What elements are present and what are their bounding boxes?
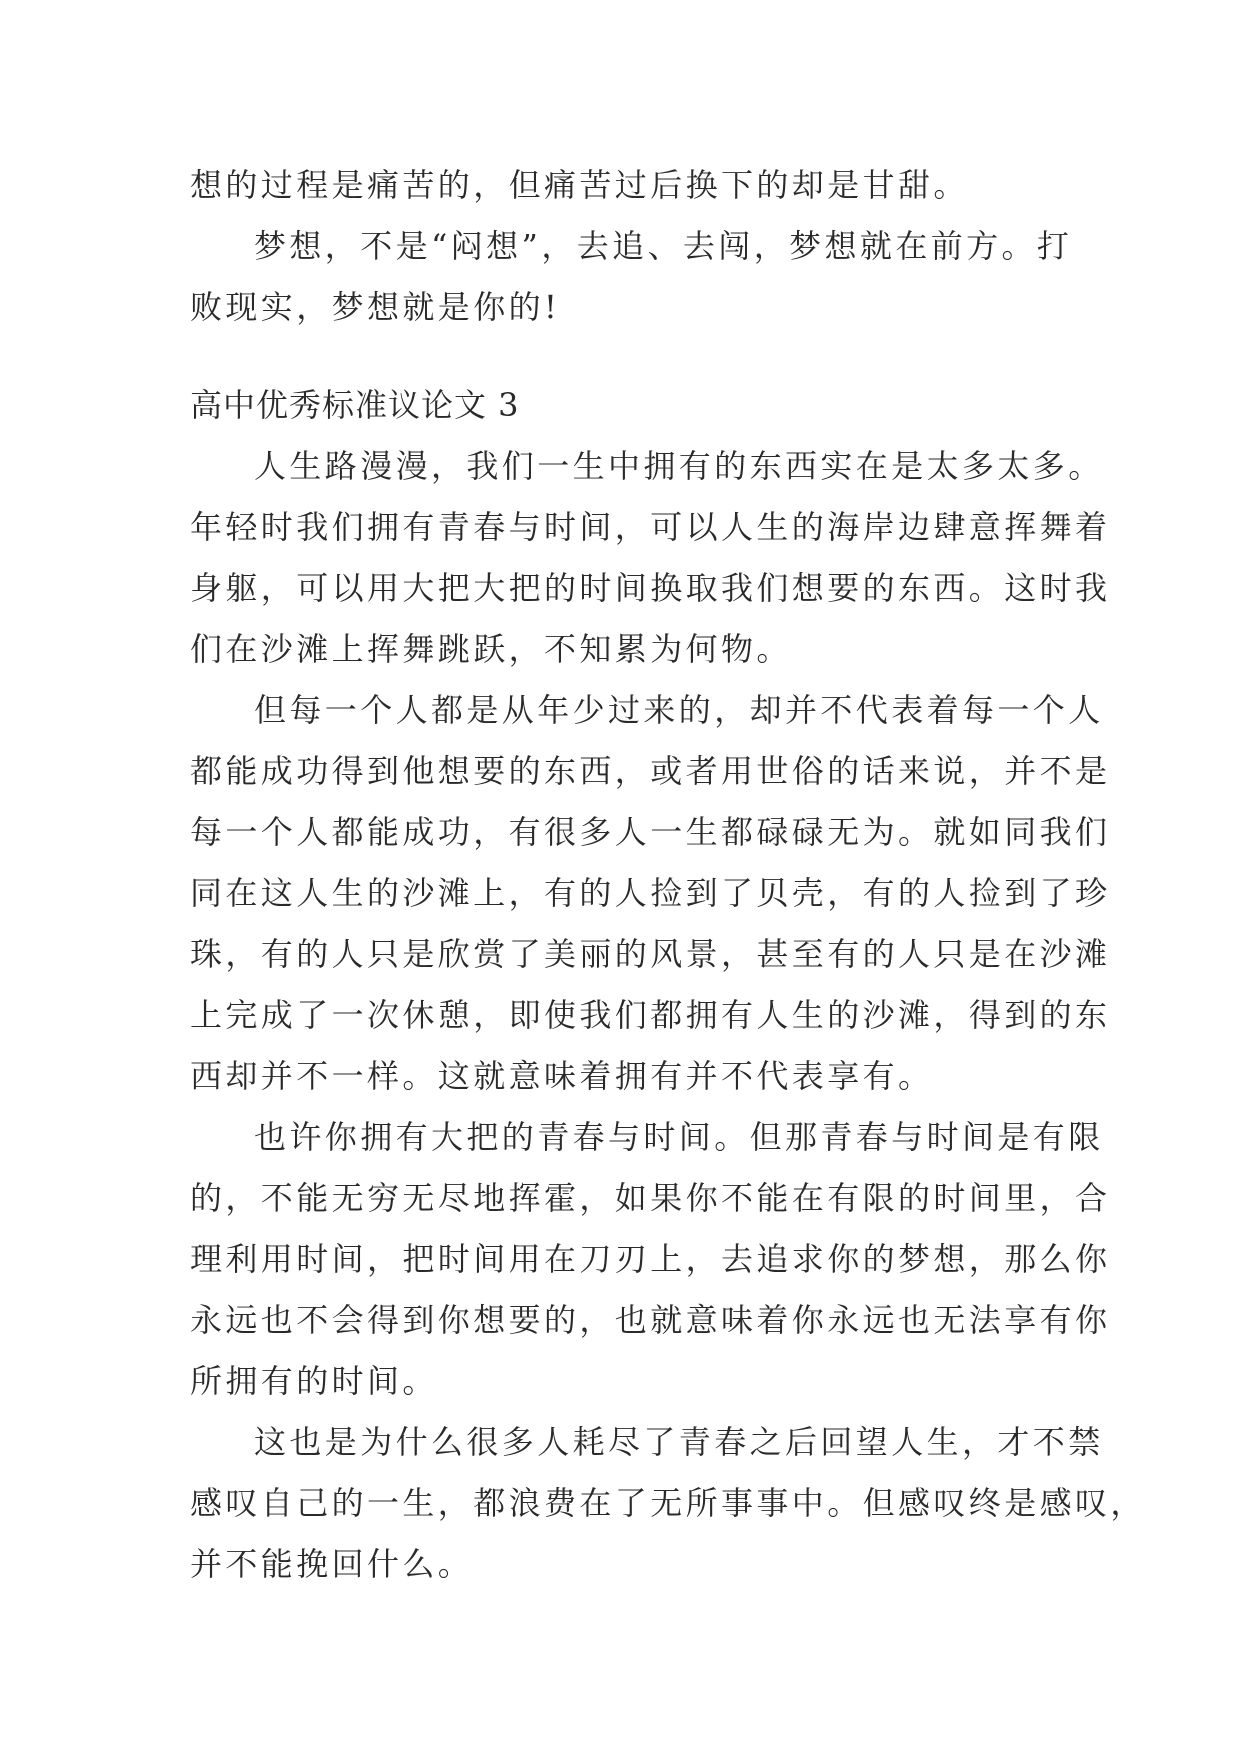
paragraph-line: 珠，有的人只是欣赏了美丽的风景，甚至有的人只是在沙滩 xyxy=(190,935,1111,973)
paragraph-line: 上完成了一次休憩，即使我们都拥有人生的沙滩，得到的东 xyxy=(190,996,1111,1034)
paragraph-line: 梦想，不是“闷想”，去追、去闯，梦想就在前方。打 xyxy=(254,227,1073,265)
paragraph-line: 同在这人生的沙滩上，有的人捡到了贝壳，有的人捡到了珍 xyxy=(190,874,1111,912)
section-title: 高中优秀标准议论文 3 xyxy=(190,386,520,424)
section-spacer xyxy=(190,338,1060,375)
paragraph-line: 也许你拥有大把的青春与时间。但那青春与时间是有限 xyxy=(254,1118,1104,1156)
document-body xyxy=(190,155,1146,1595)
paragraph-line: 这也是为什么很多人耗尽了青春之后回望人生，才不禁 xyxy=(254,1423,1104,1461)
paragraph-line: 西却并不一样。这就意味着拥有并不代表享有。 xyxy=(190,1057,934,1095)
paragraph-line: 人生路漫漫，我们一生中拥有的东西实在是太多太多。 xyxy=(254,447,1104,485)
paragraph-line: 败现实，梦想就是你的! xyxy=(190,288,561,326)
paragraph-line: 并不能挽回什么。 xyxy=(190,1545,474,1583)
paragraph-line: 年轻时我们拥有青春与时间，可以人生的海岸边肆意挥舞着 xyxy=(190,508,1111,546)
paragraph-line: 所拥有的时间。 xyxy=(190,1362,438,1400)
paragraph-line: 都能成功得到他想要的东西，或者用世俗的话来说，并不是 xyxy=(190,752,1111,790)
paragraph-line: 想的过程是痛苦的，但痛苦过后换下的却是甘甜。 xyxy=(190,166,969,204)
paragraph-line: 感叹自己的一生，都浪费在了无所事事中。但感叹终是感叹， xyxy=(190,1484,1146,1522)
paragraph-line: 身躯，可以用大把大把的时间换取我们想要的东西。这时我 xyxy=(190,569,1111,607)
paragraph-line: 理利用时间，把时间用在刀刃上，去追求你的梦想，那么你 xyxy=(190,1240,1111,1278)
paragraph-line: 但每一个人都是从年少过来的，却并不代表着每一个人 xyxy=(254,691,1104,729)
paragraph-line: 的，不能无穷无尽地挥霍，如果你不能在有限的时间里，合 xyxy=(190,1179,1111,1217)
paragraph-line: 们在沙滩上挥舞跳跃，不知累为何物。 xyxy=(190,630,792,668)
paragraph-line: 永远也不会得到你想要的，也就意味着你永远也无法享有你 xyxy=(190,1301,1111,1339)
paragraph-line: 每一个人都能成功，有很多人一生都碌碌无为。就如同我们 xyxy=(190,813,1111,851)
